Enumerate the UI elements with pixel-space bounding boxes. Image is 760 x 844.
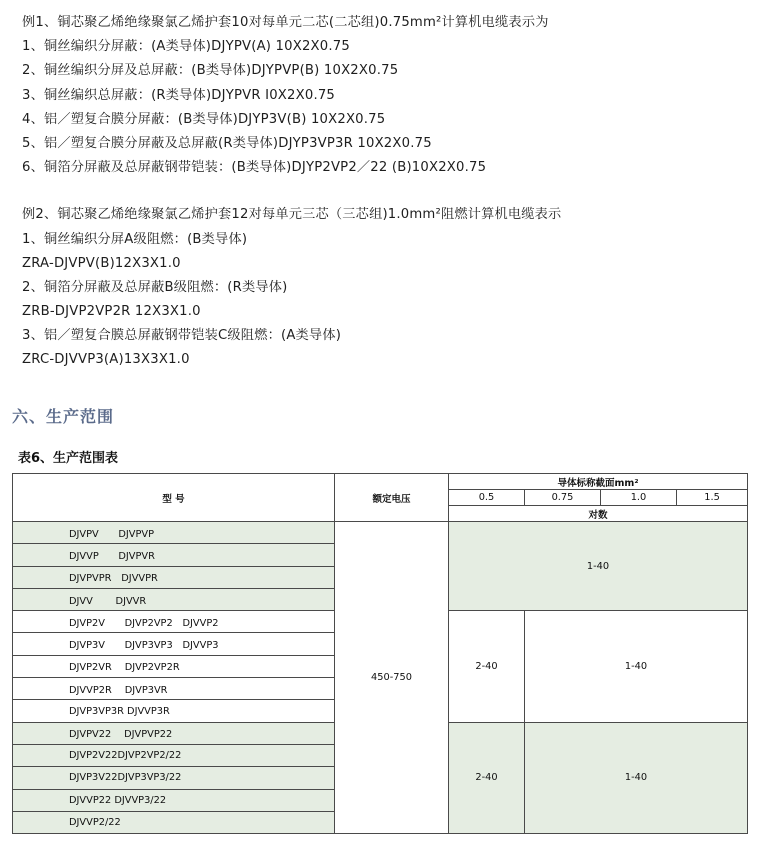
table-row: DJVVP22 DJVVP3/22 xyxy=(13,789,335,811)
table-row: DJVVP2R DJVP3VR xyxy=(13,678,335,700)
table-row: DJVP3V DJVP3VP3 DJVVP3 xyxy=(13,633,335,655)
pairs-range: 2-40 xyxy=(449,722,525,833)
table-row: DJVPV DJVPVP xyxy=(13,522,335,544)
example-2-model-3: ZRC-DJVVP3(A)13X3X1.0 xyxy=(22,352,190,368)
table-row: DJVVP DJVPVR xyxy=(13,544,335,566)
header-size-075: 0.75 xyxy=(525,490,601,506)
example-1-item-4: 4、铝／塑复合膜分屏蔽：(B类导体)DJYP3V(B) 10X2X0.75 xyxy=(22,111,386,127)
example-1-item-6: 6、铜箔分屏蔽及总屏蔽钢带铠装：(B类导体)DJYP2VP2／22 (B)10X2X0.75 xyxy=(22,160,487,176)
rated-voltage: 450-750 xyxy=(335,522,449,834)
example-2-model-2: ZRB-DJVP2VP2R 12X3X1.0 xyxy=(22,304,201,320)
example-1-item-2: 2、铜丝编织分屏及总屏蔽：(B类导体)DJYPVP(B) 10X2X0.75 xyxy=(22,63,399,79)
header-size-05: 0.5 xyxy=(449,490,525,506)
table-row: DJVPVPR DJVVPR xyxy=(13,566,335,588)
header-size-15: 1.5 xyxy=(677,490,748,506)
production-range-table xyxy=(12,473,748,834)
spacer xyxy=(22,180,561,203)
table-row: DJVPV22 DJVPVP22 xyxy=(13,722,335,744)
example-2-item-2: 2、铜箔分屏蔽及总屏蔽B级阻燃：(R类导体) xyxy=(22,279,288,295)
pairs-range: 1-40 xyxy=(525,722,748,833)
header-model: 型 号 xyxy=(13,474,335,522)
header-voltage: 额定电压 xyxy=(335,474,449,522)
table-row: DJVP2V22DJVP2VP2/22 xyxy=(13,744,335,766)
example-2-model-1: ZRA-DJVPV(B)12X3X1.0 xyxy=(22,255,181,271)
section-title: 六、生产范围 xyxy=(12,407,115,426)
table-row: DJVP2VR DJVP2VP2R xyxy=(13,655,335,677)
pairs-range: 1-40 xyxy=(449,522,748,611)
table-row: DJVV DJVVR xyxy=(13,588,335,610)
example-1-item-3: 3、铜丝编织总屏蔽：(R类导体)DJYPVR I0X2X0.75 xyxy=(22,87,336,103)
example-2-title: 例2、铜芯聚乙烯绝缘聚氯乙烯护套12对每单元三芯（三芯组)1.0mm²阻燃计算机电缆表示 xyxy=(22,207,562,223)
table-row: DJVP3VP3R DJVVP3R xyxy=(13,700,335,722)
header-pairs: 对数 xyxy=(449,506,748,522)
header-size-10: 1.0 xyxy=(601,490,677,506)
example-2-item-3: 3、铝／塑复合膜总屏蔽钢带铠装C级阻燃：(A类导体) xyxy=(22,328,342,344)
example-1-item-1: 1、铜丝编织分屏蔽：(A类导体)DJYPV(A) 10X2X0.75 xyxy=(22,39,350,55)
table-caption: 表6、生产范围表 xyxy=(18,451,119,466)
examples-block xyxy=(22,11,561,373)
pairs-range: 1-40 xyxy=(525,611,748,722)
header-section: 导体标称截面mm² xyxy=(449,474,748,490)
table-row: DJVP2V DJVP2VP2 DJVVP2 xyxy=(13,611,335,633)
table-row: DJVP3V22DJVP3VP3/22 xyxy=(13,767,335,789)
example-1-title: 例1、铜芯聚乙烯绝缘聚氯乙烯护套10对每单元二芯(二芯组)0.75mm²计算机电缆表示为 xyxy=(22,15,549,30)
example-1-item-5: 5、铝／塑复合膜分屏蔽及总屏蔽(R类导体)DJYP3VP3R 10X2X0.75 xyxy=(22,135,432,151)
example-2-item-1: 1、铜丝编织分屏A级阻燃：(B类导体) xyxy=(22,231,248,247)
pairs-range: 2-40 xyxy=(449,611,525,722)
table-row: DJVVP2/22 xyxy=(13,811,335,833)
